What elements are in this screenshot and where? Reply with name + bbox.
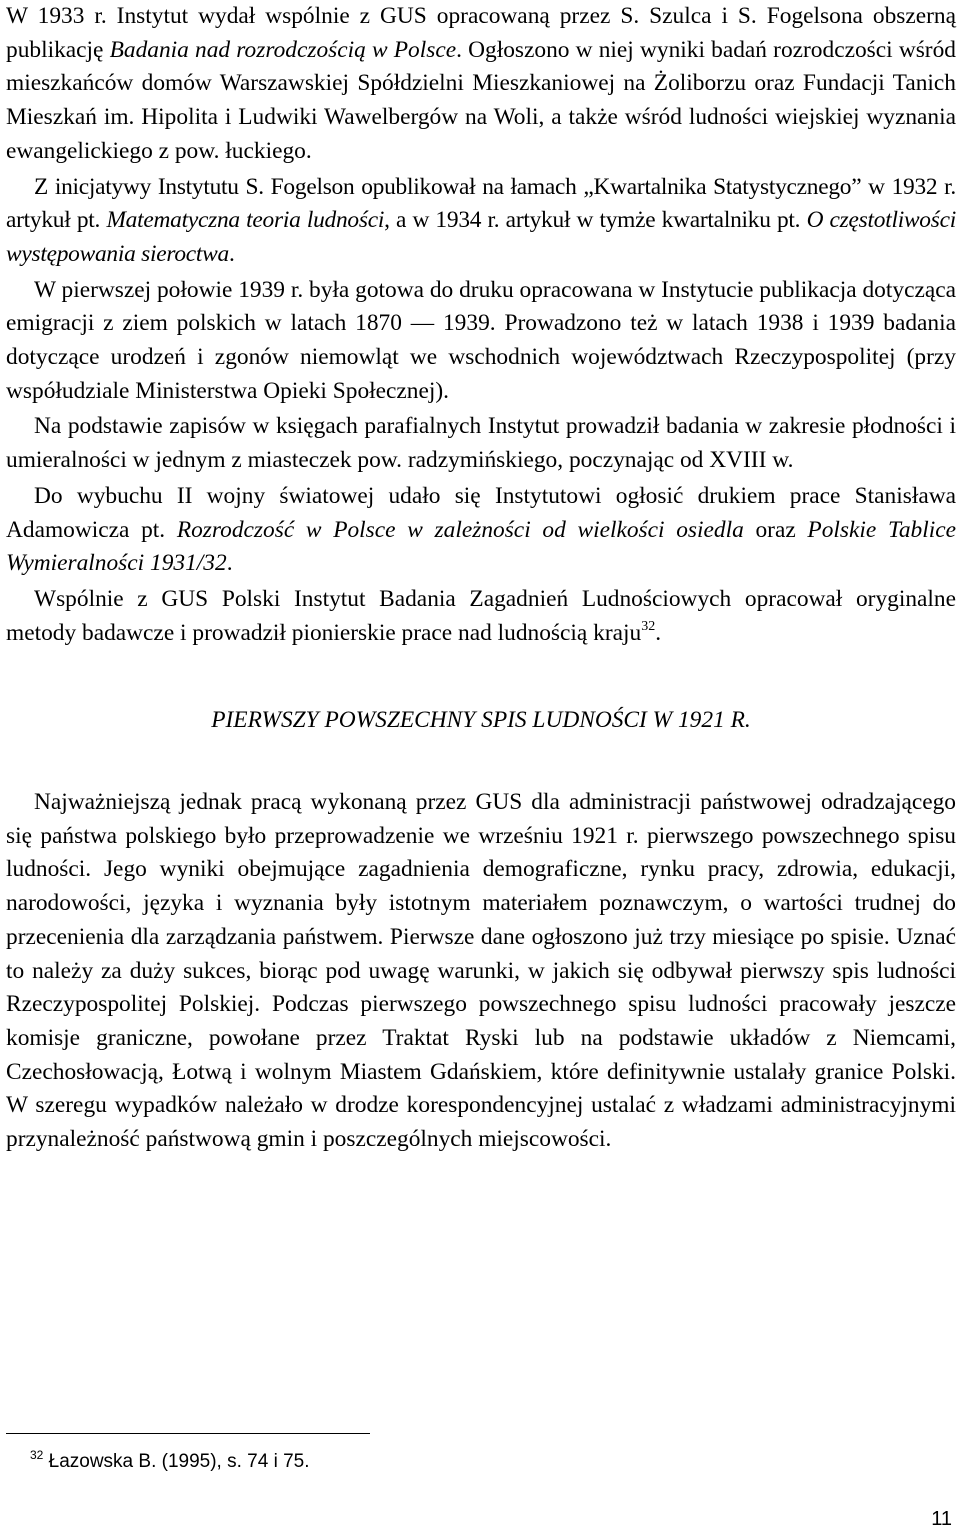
text-run: .: [228, 240, 235, 267]
text-run: Z inicjatywy Instytutu S. Fogelson opublikował na łamach „Kwartalnika Statystycznego” w 1932 r. artykuł pt.: [6, 173, 956, 234]
italic-title: Polskie Tablice Wymieralności 1931/32: [6, 516, 956, 577]
text-run: W pierwszej połowie 1939 r. była gotowa do druku opracowana w Instytucie publikacja dotycząca emigracji z ziem polskich w latach 1870 — 1939. Prowadzono też w latach 1938 i 1939 badania dotyczące urodzeń i zgonów niemowląt we wschodnich województwach Rzeczypospolitej (przy współudziale Ministerstwa Opieki Społecznej).: [6, 276, 956, 404]
section-heading: PIERWSZY POWSZECHNY SPIS LUDNOŚCI W 1921 R.: [211, 707, 751, 734]
text-run: Najważniejszą jednak pracą wykonaną przez GUS dla administracji państwowej odradzającego się państwa polskiego było przeprowadzenie we wrześniu 1921 r. pierwszego powszechnego spisu ludności. Jego wyniki obejmujące zagadnienia demograficzne, rynku pracy, zdrowia, edukacji, narodowości, języka i wyznania były istotnym materiałem poznawczym, o wartości trudnej do przecenienia dla zarządzania państwem. Pierwsze dane ogłoszono już trzy miesiące po spisie. Uznać to należy za duży sukces, biorąc pod uwagę warunki, w jakich się odbywał pierwszy spis ludności Rzeczypospolitej Polskiej. Podczas pierwszego powszechnego spisu ludności pracowały jeszcze komisje graniczne, powołane przez Traktat Ryski lub na podstawie układów z Niemcami, Czechosłowacją, Łotwą i wolnym Miastem Gdańskiem, które definitywnie ustalały granice Polski. W szeregu wypadków należało w drodze korespondencyjnej ustalać z władzami administracyjnymi przynależność państwową gmin i poszczególnych miejscowości.: [6, 789, 956, 1153]
footnote-rule: [6, 1433, 370, 1434]
text-run: oraz: [743, 516, 808, 543]
paragraph-p2: [6, 171, 956, 272]
text-run: Wspólnie z GUS Polski Instytut Badania Zagadnień Ludnościowych opracował oryginalne metody badawcze i prowadził pionierskie prace nad ludnością kraju: [6, 585, 956, 646]
text-run: Do wybuchu II wojny światowej udało się Instytutowi ogłosić drukiem prace Stanisława Adamowicza pt.: [6, 482, 956, 543]
paragraph-p4: [6, 410, 956, 477]
footnote-marker: 32: [30, 1448, 44, 1462]
paragraph-p1: [6, 0, 956, 169]
document-page: [6, 0, 956, 1159]
text-run: , a w 1934 r. artykuł w tymże kwartalniku pt.: [384, 207, 807, 234]
italic-title: Matematyczna teoria ludności: [106, 207, 385, 234]
page-number: 11: [931, 1508, 952, 1530]
text-run: .: [226, 550, 233, 577]
text-run: W 1933 r. Instytut wydał wspólnie z GUS opracowaną przez S. Szulca i S. Fogelsona obszerną publikację: [6, 3, 956, 63]
paragraph-p5: [6, 480, 956, 581]
italic-title: Badania nad rozrodczością w Polsce: [109, 36, 457, 63]
text-run: Na podstawie zapisów w księgach parafialnych Instytut prowadził badania w zakresie płodności i umieralności w jednym z miasteczek pow. radzymińskiego, poczynając od XVIII w.: [6, 413, 956, 474]
footnote-text: Łazowska B. (1995), s. 74 i 75.: [43, 1451, 310, 1472]
footnote-reference: 32: [641, 618, 656, 634]
body-text: [6, 0, 956, 650]
paragraph-p6: [6, 583, 956, 650]
footnote: [30, 1450, 310, 1474]
paragraph-p3: [6, 274, 956, 409]
text-run: .: [655, 619, 662, 646]
italic-title: Rozrodczość w Polsce w zależności od wielkości osiedla: [176, 516, 744, 543]
paragraph-p7: [6, 786, 956, 1157]
italic-title: O częstotliwości występowania sieroctwa: [6, 207, 956, 267]
text-run: . Ogłoszono w niej wyniki badań rozrodczości wśród mieszkańców domów Warszawskiej Spółdzielni Mieszkaniowej na Żoliborzu oraz Fundacji Tanich Mieszkań im. Hipolita i Ludwiki Wawelbergów na Woli, a także wśród ludności wiejskiej wyznania ewangelickiego z pow. łuckiego.: [6, 36, 956, 164]
body-text-continued: [6, 786, 956, 1157]
